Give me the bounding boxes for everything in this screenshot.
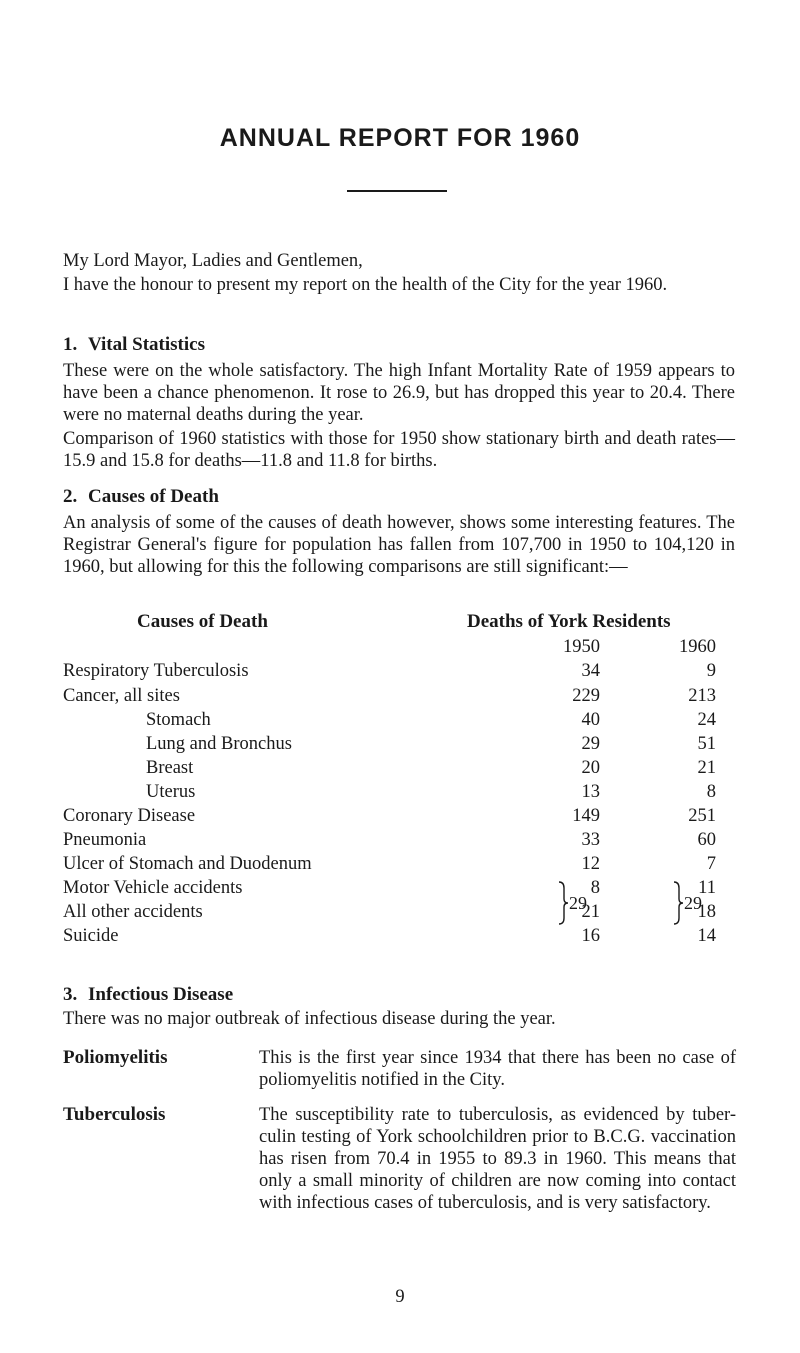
value-1960: 60: [697, 830, 716, 850]
row-label: Coronary Disease: [63, 806, 196, 826]
table-row: [63, 734, 743, 758]
row-label: Cancer, all sites: [63, 686, 180, 706]
section-1-para-1: These were on the whole satisfactory. The high Infant Mortality Rate of 1959 appears to have been a chance phenomenon. It rose to 26.9, but has dropped this year to 20.4. There were no maternal deaths during the year.: [63, 361, 735, 425]
section-2-number: 2.: [63, 486, 78, 507]
accidents-total-1950: 29: [569, 893, 587, 913]
year-1960-header: 1960: [679, 637, 716, 657]
row-label: Breast: [146, 758, 194, 778]
table-row: [63, 758, 743, 782]
section-3-number: 3.: [63, 984, 78, 1005]
value-1960: 213: [688, 686, 716, 706]
row-label: Stomach: [146, 710, 211, 730]
value-1950: 21: [581, 902, 600, 922]
section-3-heading: [63, 984, 735, 1006]
value-1950: 20: [581, 758, 600, 778]
value-1960: 21: [697, 758, 716, 778]
value-1950: 33: [581, 830, 600, 850]
row-label: Ulcer of Stomach and Duodenum: [63, 854, 312, 874]
value-1960: 9: [706, 661, 716, 681]
brace-1950: [557, 880, 569, 926]
intro-paragraph: I have the honour to present my report on the health of the City for the year 1960.: [63, 275, 668, 295]
tuberculosis-label: Tuberculosis: [63, 1104, 166, 1125]
table-row: [63, 854, 743, 878]
value-1950: 12: [581, 854, 600, 874]
table-row: [63, 878, 743, 902]
value-1950: 29: [581, 734, 600, 754]
row-label: All other accidents: [63, 902, 203, 922]
value-1960: 18: [697, 902, 716, 922]
value-1950: 8: [590, 878, 600, 898]
section-2-para: An analysis of some of the causes of death however, shows some interesting features. The Registrar General's figure for population has fallen from 107,700 in 1950 to 104,120 in 1960, but allowing for this the following comparisons are still significant:—: [63, 513, 735, 577]
table-header-deaths: Deaths of York Residents: [467, 611, 671, 632]
section-1-title: Vital Statistics: [88, 334, 205, 355]
value-1950: 34: [581, 661, 600, 681]
row-label: Suicide: [63, 926, 119, 946]
value-1960: 51: [697, 734, 716, 754]
table-row: [63, 782, 743, 806]
value-1950: 13: [581, 782, 600, 802]
value-1950: 16: [581, 926, 600, 946]
value-1950: 40: [581, 710, 600, 730]
section-2-title: Causes of Death: [88, 486, 219, 507]
value-1960: 251: [688, 806, 716, 826]
section-1-heading: [63, 334, 735, 356]
row-label: Motor Vehicle accidents: [63, 878, 243, 898]
page-number: 9: [395, 1287, 405, 1307]
section-2-heading: [63, 486, 735, 508]
poliomyelitis-label: Poliomyelitis: [63, 1047, 168, 1068]
table-year-row: [63, 637, 743, 661]
year-1950-header: 1950: [563, 637, 600, 657]
value-1950: 149: [572, 806, 600, 826]
value-1960: 24: [697, 710, 716, 730]
value-1960: 11: [698, 878, 716, 898]
row-label: Uterus: [146, 782, 196, 802]
title-divider: [347, 190, 447, 192]
page-title: ANNUAL REPORT FOR 1960: [219, 124, 581, 152]
section-3-title: Infectious Disease: [88, 984, 234, 1005]
salutation: My Lord Mayor, Ladies and Gentlemen,: [63, 251, 363, 271]
section-3-para: There was no major outbreak of infectious disease during the year.: [63, 1009, 556, 1029]
value-1960: 8: [706, 782, 716, 802]
table-header-causes: Causes of Death: [137, 611, 268, 632]
table-row: [63, 686, 743, 710]
table-row: [63, 830, 743, 854]
poliomyelitis-text: This is the first year since 1934 that there has been no case of poliomyelitis notified in the City.: [259, 1048, 736, 1090]
table-row: [63, 661, 743, 685]
section-1-para-2: Comparison of 1960 statistics with those for 1950 show stationary birth and death rates—15.9 and 15.8 for deaths—11.8 and 11.8 for births.: [63, 429, 735, 471]
row-label: Lung and Bronchus: [146, 734, 292, 754]
table-row: [63, 806, 743, 830]
value-1960: 7: [706, 854, 716, 874]
table-row: [63, 710, 743, 734]
accidents-total-1960: 29: [684, 893, 702, 913]
row-label: Respiratory Tuberculosis: [63, 661, 249, 681]
value-1950: 229: [572, 686, 600, 706]
tuberculosis-text: The susceptibility rate to tuberculosis, as evidenced by tuber- culin testing of York schoolchildren prior to B.C.G. vaccination has risen from 70.4 in 1955 to 89.3 in 1960. This means that only a small minority of children are now coming into contact with infectious cases of tuberculosis, and is very satisfactory.: [259, 1105, 736, 1213]
section-1-number: 1.: [63, 334, 78, 355]
brace-1960: [672, 880, 684, 926]
row-label: Pneumonia: [63, 830, 147, 850]
table-row: [63, 926, 743, 950]
value-1960: 14: [697, 926, 716, 946]
table-row: [63, 902, 743, 926]
